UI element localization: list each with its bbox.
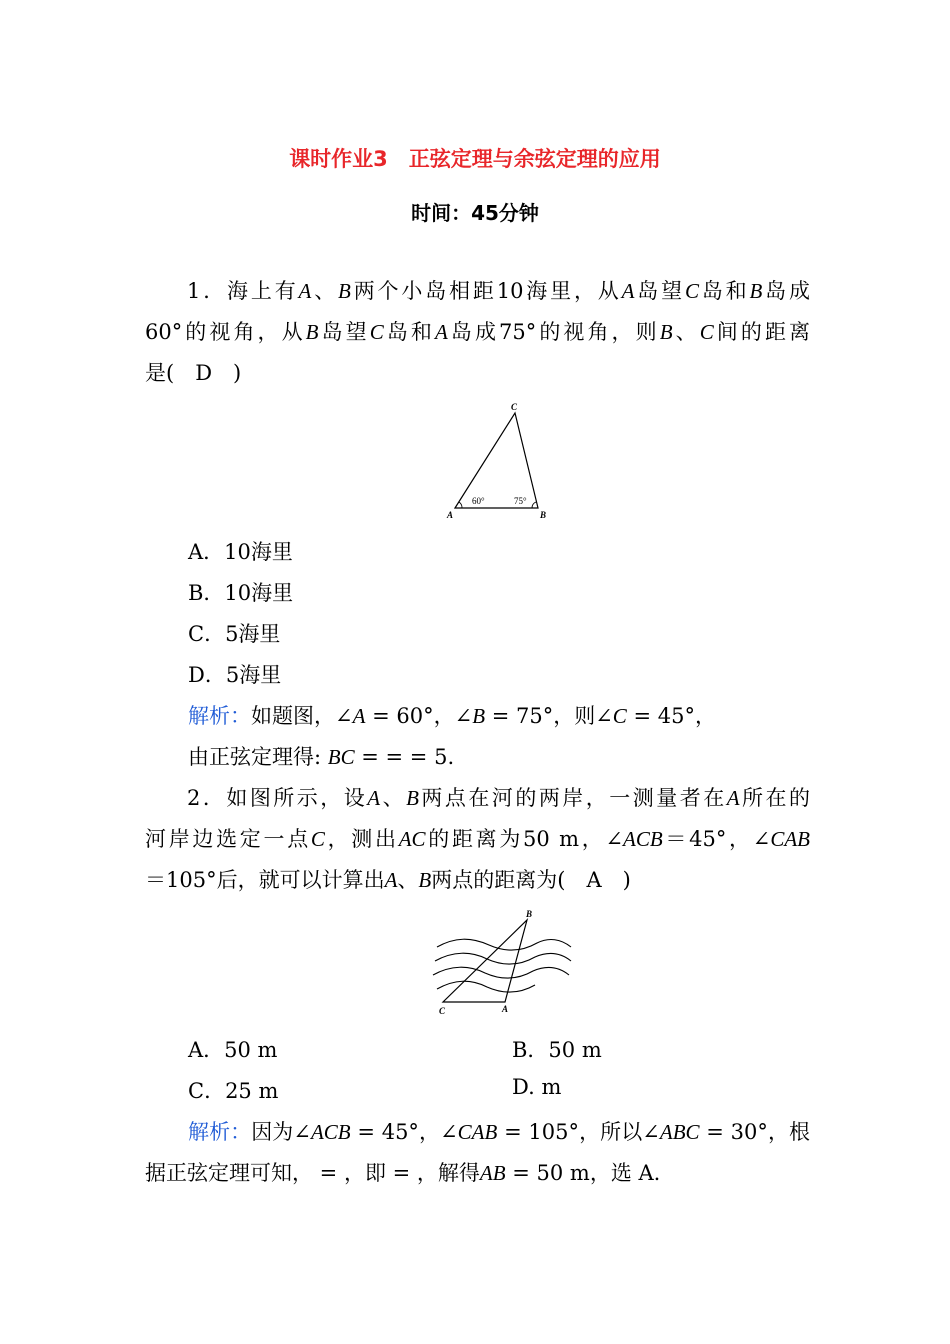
q2-river-figure — [425, 903, 575, 1021]
q1-option-d: D．5海里 — [188, 663, 282, 687]
q2-line-1: 2．如图所示，设A、B两点在河的两岸，一测量者在A所在的 — [187, 786, 811, 810]
angle-a-label: 60° — [472, 496, 485, 506]
q2-option-c: C．25 m — [188, 1079, 279, 1103]
vertex-c-label: C — [511, 402, 518, 412]
q1-analysis-line-1: 解析：如题图，∠A = 60°，∠B = 75°，则∠C = 45°， — [188, 704, 716, 728]
vertex-a-label: A — [447, 510, 454, 520]
q1-line-1: 1．海上有A、B两个小岛相距10海里，从A岛望C岛和B岛成 — [187, 279, 810, 303]
q2-option-b: B．50 m — [512, 1038, 602, 1062]
q2-line-2: 河岸边选定一点C，测出AC的距离为50 m，∠ACB＝45°，∠CAB — [145, 827, 811, 851]
q1-option-c: C．5海里 — [188, 622, 281, 646]
q2-analysis-line-1: 解析：因为∠ACB = 45°，∠CAB = 105°，所以∠ABC = 30°，根 — [188, 1120, 811, 1144]
q2-option-d: D. m — [512, 1075, 562, 1099]
angle-b-label: 75° — [514, 496, 527, 506]
vertex-b-label: B — [526, 909, 533, 919]
q1-option-a: A．10海里 — [188, 540, 293, 564]
q1-line-2: 60°的视角，从B岛望C岛和A岛成75°的视角，则B、C间的距离 — [145, 320, 811, 344]
q1-option-b: B．10海里 — [188, 581, 294, 605]
time-limit: 时间：45分钟 — [411, 201, 539, 225]
q2-option-a: A．50 m — [188, 1038, 278, 1062]
vertex-b-label: B — [540, 510, 547, 520]
vertex-c-label: C — [439, 1006, 446, 1016]
page-title: 课时作业3 正弦定理与余弦定理的应用 — [289, 147, 661, 171]
q1-analysis-line-2: 由正弦定理得: BC = = = 5. — [188, 745, 455, 769]
q1-line-3: 是( D ) — [145, 361, 242, 385]
q2-line-3: ＝105°后，就可以计算出A、B两点的距离为( A ) — [145, 868, 631, 892]
q2-analysis-line-2: 据正弦定理可知， = ，即 = ，解得AB = 50 m，选 A. — [145, 1161, 661, 1185]
analysis-label: 解析： — [188, 704, 251, 728]
analysis-label: 解析： — [188, 1120, 252, 1144]
q1-triangle-figure — [440, 396, 560, 524]
vertex-a-label: A — [502, 1004, 509, 1014]
